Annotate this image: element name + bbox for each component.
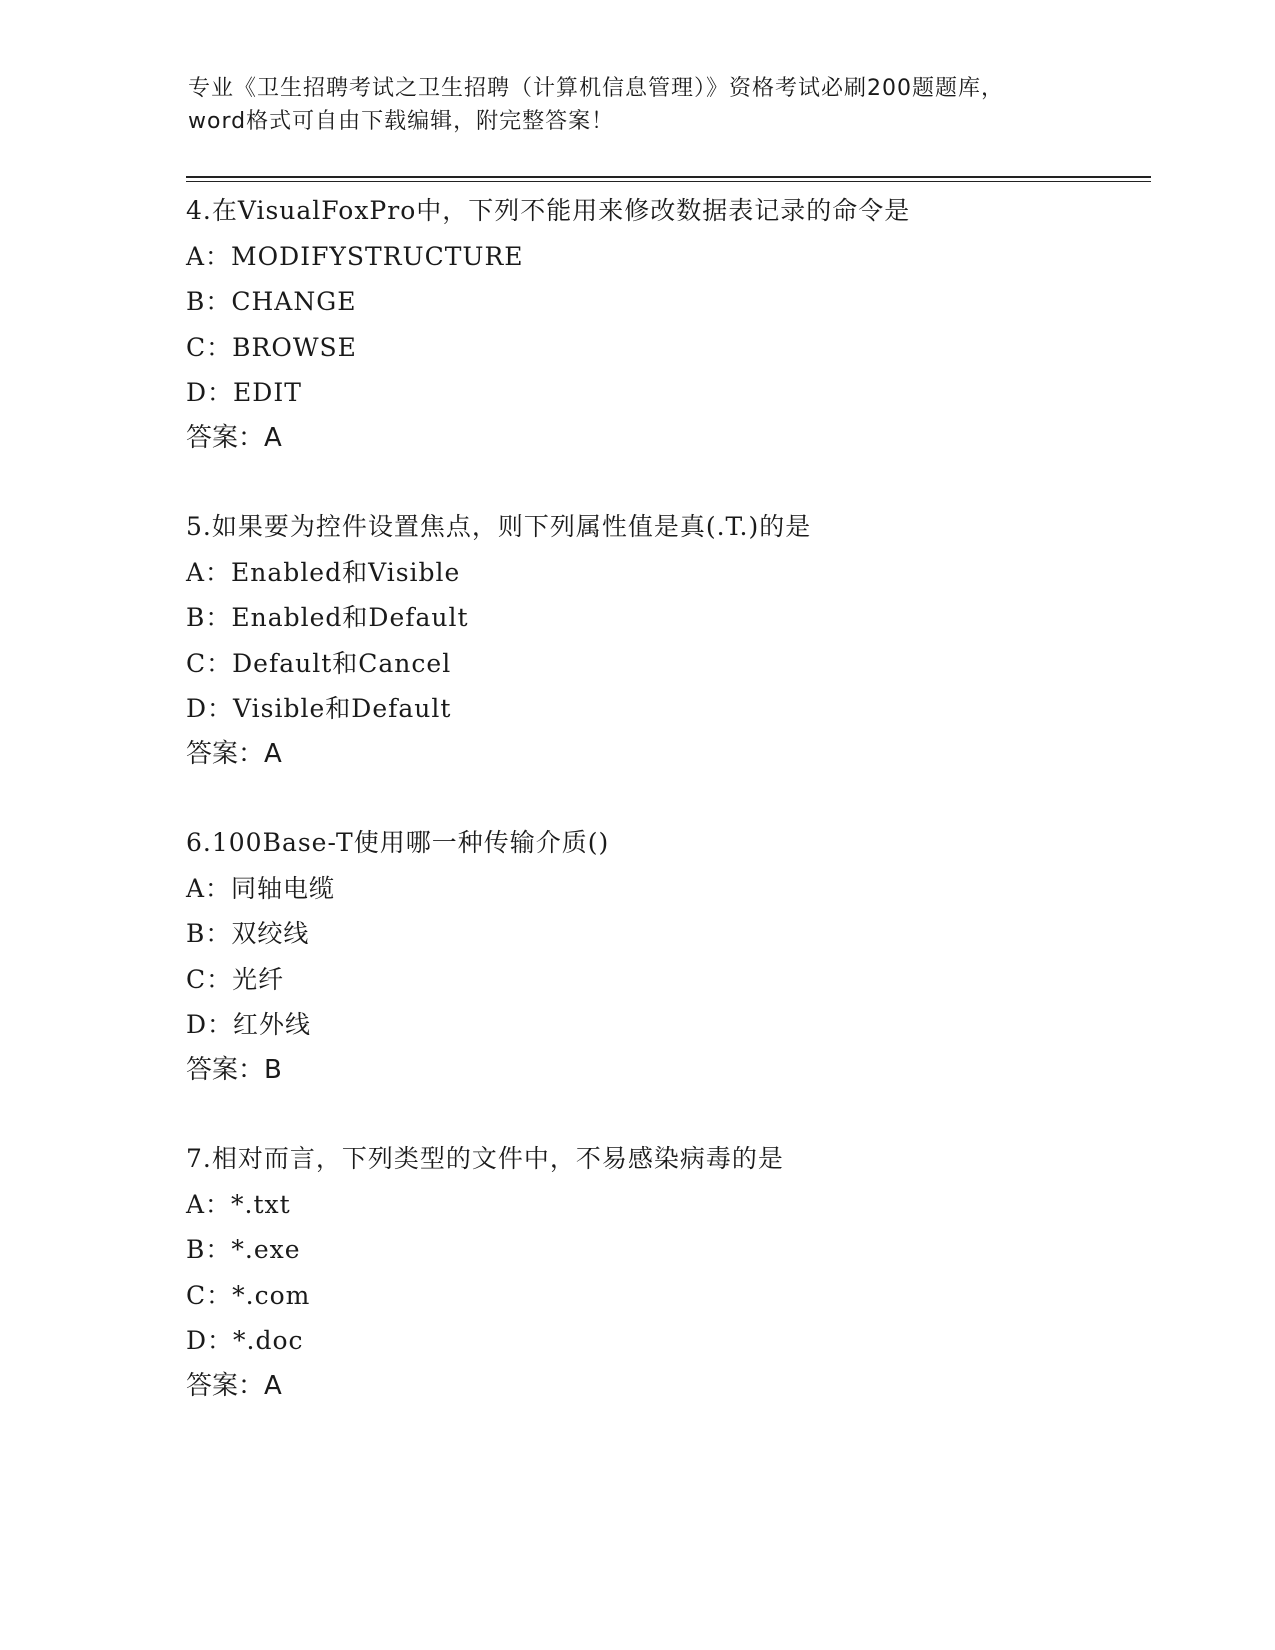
option-c: C：*.com xyxy=(186,1280,311,1310)
question-4 xyxy=(186,188,1146,461)
option-d: D：红外线 xyxy=(186,1010,312,1039)
header-divider-thin xyxy=(186,181,1151,182)
question-spacer xyxy=(186,1093,1146,1136)
question-spacer xyxy=(186,777,1146,820)
question-list xyxy=(186,188,1146,1409)
option-a: A：Enabled和Visible xyxy=(186,557,461,587)
header-line-2: word格式可自由下载编辑，附完整答案！ xyxy=(188,109,615,134)
question-5 xyxy=(186,504,1146,777)
option-b: B：CHANGE xyxy=(186,287,357,316)
option-a: A：*.txt xyxy=(186,1189,291,1219)
question-stem: 7.相对而言，下列类型的文件中，不易感染病毒的是 xyxy=(186,1144,784,1173)
option-c: C：光纤 xyxy=(186,964,285,994)
answer-line: 答案：A xyxy=(186,738,282,769)
option-d: D：Visible和Default xyxy=(186,694,452,723)
option-b: B：Enabled和Default xyxy=(186,603,469,632)
answer-line: 答案：A xyxy=(186,422,282,453)
question-7 xyxy=(186,1136,1146,1409)
question-6 xyxy=(186,820,1146,1093)
question-spacer xyxy=(186,461,1146,504)
question-stem: 6.100Base-T使用哪一种传输介质() xyxy=(186,828,610,857)
option-d: D：EDIT xyxy=(186,378,302,407)
option-c: C：BROWSE xyxy=(186,332,357,362)
option-c: C：Default和Cancel xyxy=(186,648,452,678)
option-a: A：同轴电缆 xyxy=(186,873,336,903)
option-b: B：双绞线 xyxy=(186,919,310,948)
answer-line: 答案：B xyxy=(186,1054,282,1085)
option-b: B：*.exe xyxy=(186,1235,301,1264)
header-divider-thick xyxy=(186,176,1151,178)
answer-line: 答案：A xyxy=(186,1370,282,1401)
question-stem: 4.在VisualFoxPro中，下列不能用来修改数据表记录的命令是 xyxy=(186,196,911,225)
option-a: A：MODIFYSTRUCTURE xyxy=(186,241,524,271)
header-line-1: 专业《卫生招聘考试之卫生招聘（计算机信息管理）》资格考试必刷200题题库， xyxy=(188,76,1004,101)
question-stem: 5.如果要为控件设置焦点，则下列属性值是真(.T.)的是 xyxy=(186,512,812,541)
option-d: D：*.doc xyxy=(186,1326,304,1355)
document-header xyxy=(188,72,1088,138)
